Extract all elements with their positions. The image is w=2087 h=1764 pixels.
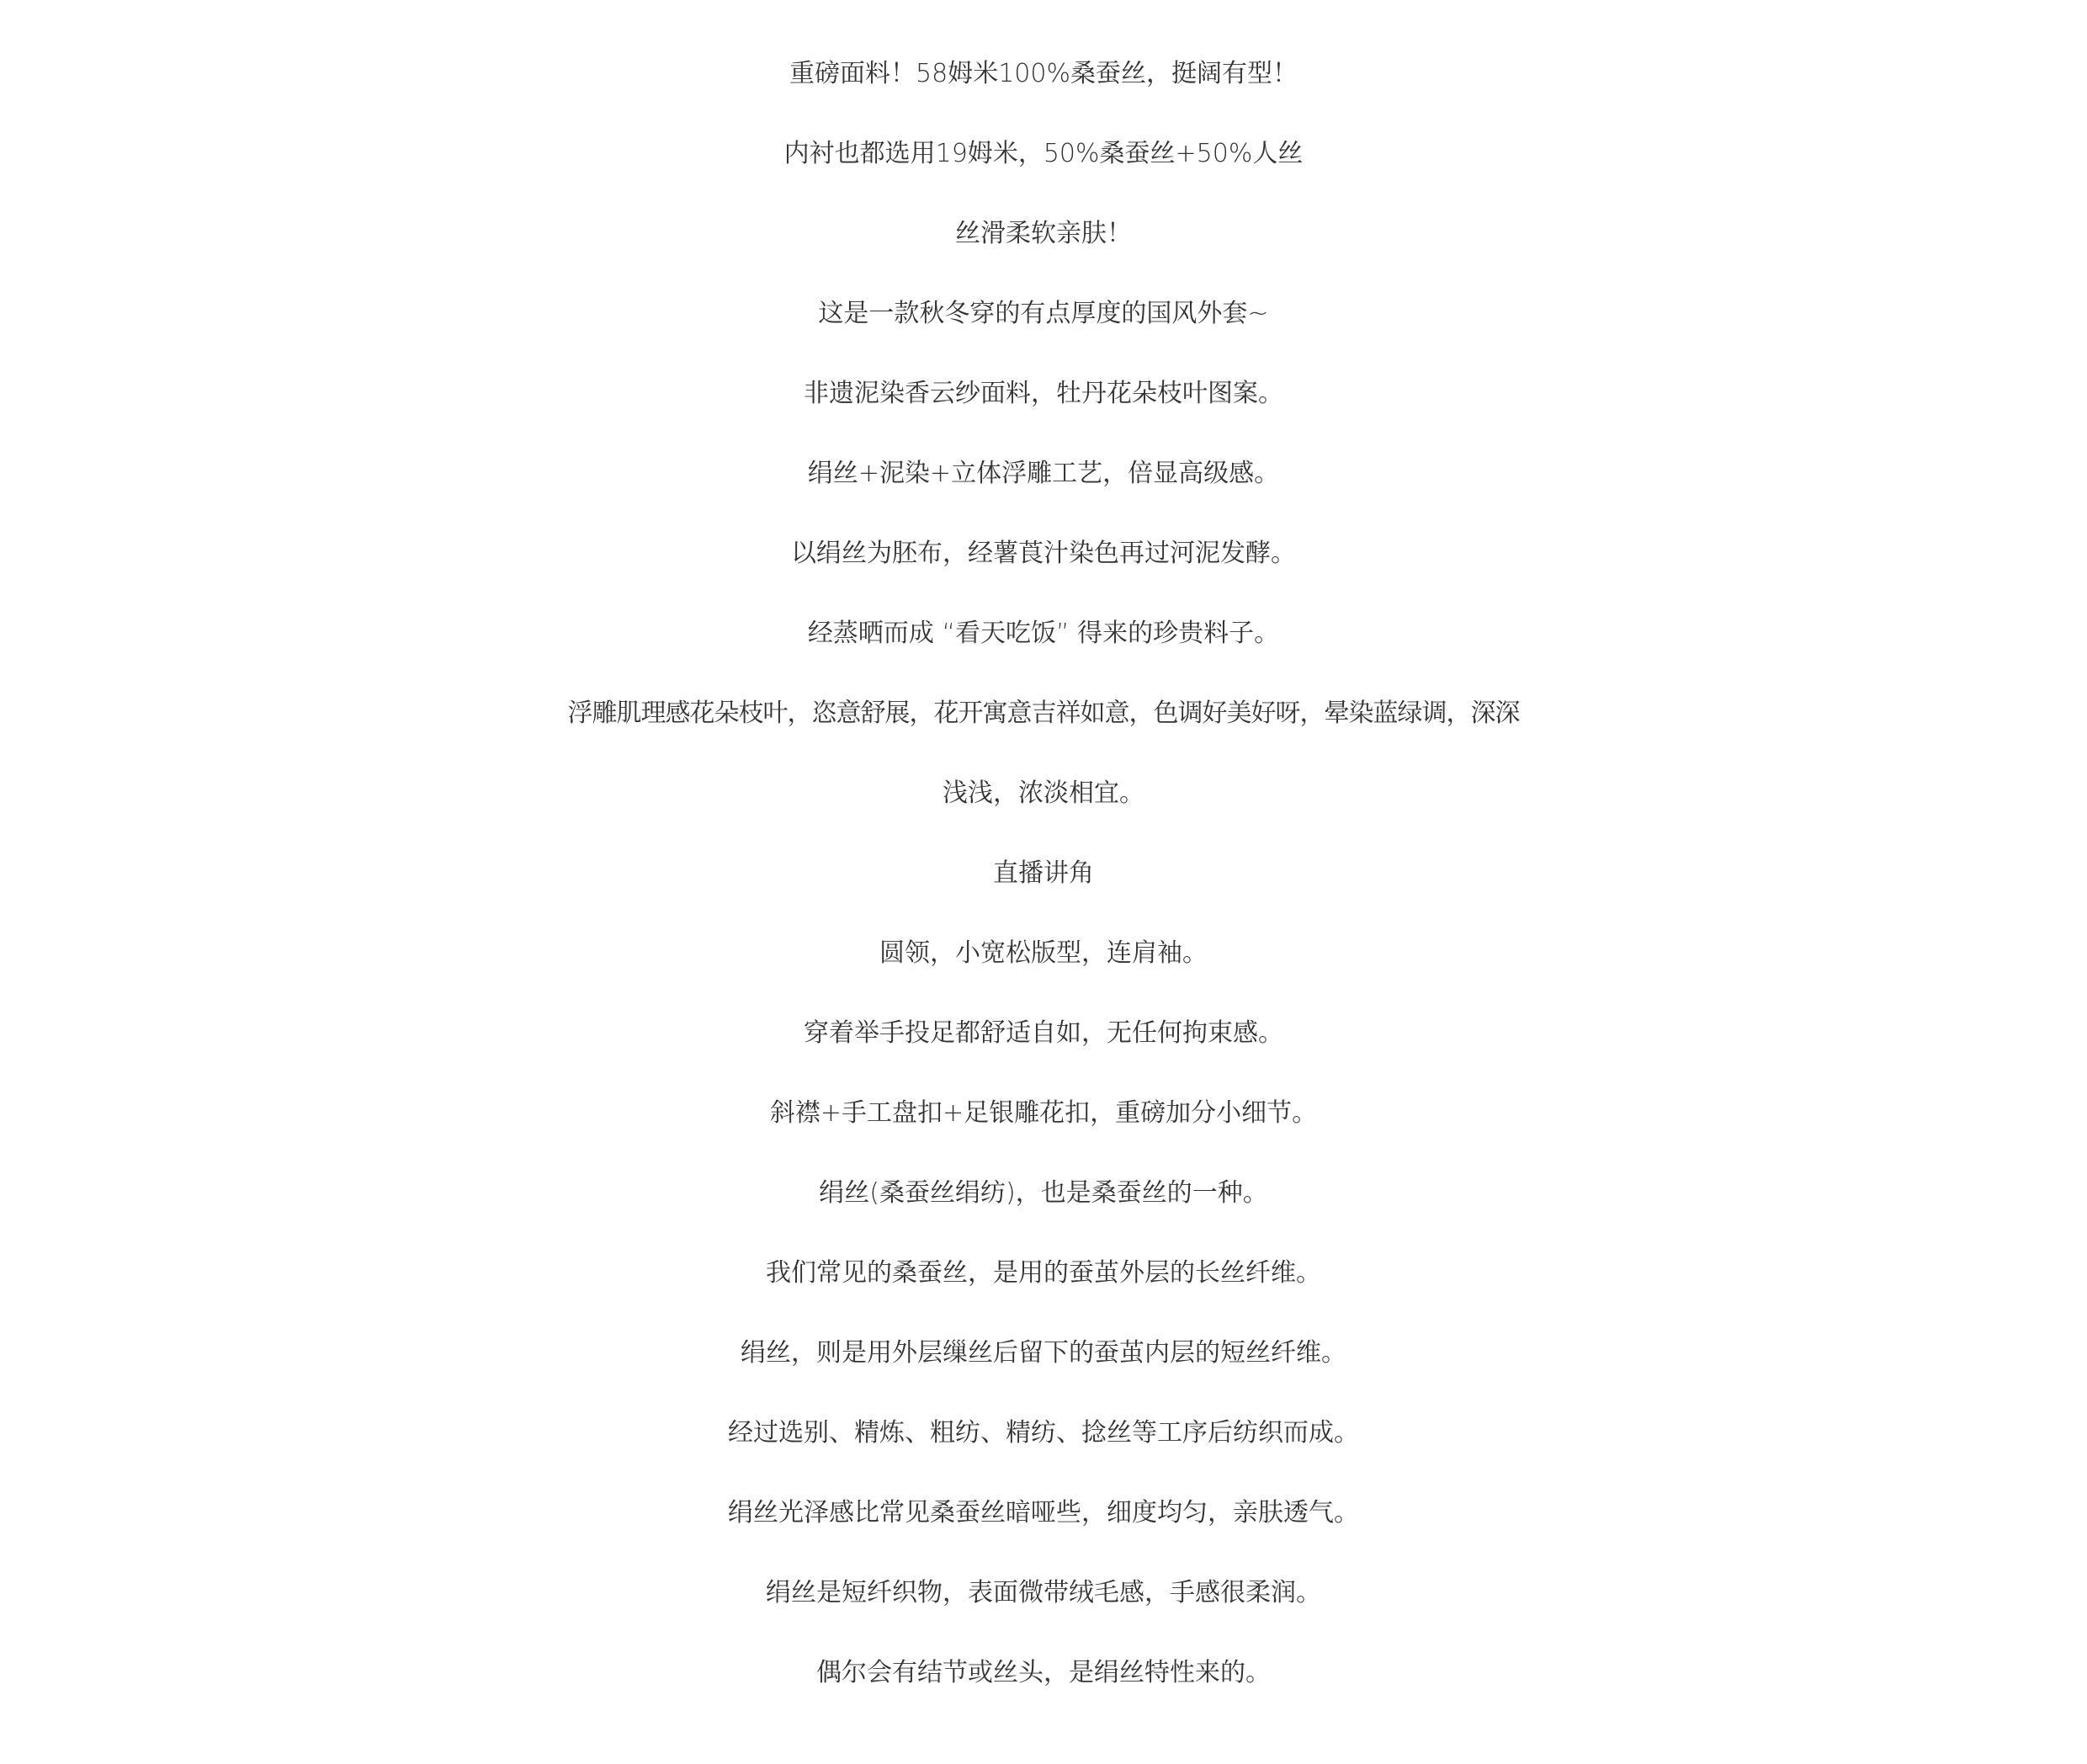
text-line: 偶尔会有结节或丝头，是绢丝特性来的。 (816, 1658, 1271, 1687)
text-line: 经蒸晒而成 “看天吃饭” 得来的珍贵料子。 (807, 619, 1280, 648)
text-line: 绢丝是短纤织物，表面微带绒毛感，手感很柔润。 (766, 1578, 1321, 1607)
text-line: 经过选别、精炼、粗纺、精纺、捻丝等工序后纺织而成。 (728, 1418, 1359, 1448)
text-line: 绢丝，则是用外层缫丝后留下的蚕茧内层的短丝纤维。 (741, 1338, 1346, 1368)
product-description (0, 34, 2087, 1713)
text-line: 我们常见的桑蚕丝，是用的蚕茧外层的长丝纤维。 (766, 1258, 1321, 1288)
text-line: 绢丝光泽感比常见桑蚕丝暗哑些，细度均匀，亲肤透气。 (728, 1498, 1359, 1528)
text-line: 以绢丝为胚布，经薯莨汁染色再过河泥发酵。 (791, 539, 1296, 568)
text-line: 穿着举手投足都舒适自如，无任何拘束感。 (804, 1018, 1283, 1048)
text-line: 绢丝(桑蚕丝绢纺)，也是桑蚕丝的一种。 (819, 1178, 1268, 1208)
text-line: 圆领，小宽松版型，连肩袖。 (879, 938, 1208, 968)
text-line: 丝滑柔软亲肤！ (955, 219, 1132, 248)
text-line: 浅浅，浓淡相宜。 (943, 778, 1144, 808)
text-line: 非遗泥染香云纱面料，牡丹花朵枝叶图案。 (804, 379, 1283, 408)
text-line: 绢丝+泥染+立体浮雕工艺，倍显高级感。 (807, 459, 1280, 488)
text-line: 内衬也都选用19姆米，50%桑蚕丝+50%人丝 (783, 139, 1304, 168)
text-line: 这是一款秋冬穿的有点厚度的国风外套~ (818, 299, 1269, 328)
text-line: 重磅面料！58姆米100%桑蚕丝，挺阔有型！ (789, 59, 1298, 88)
text-line: 斜襟+手工盘扣+足银雕花扣，重磅加分小细节。 (769, 1098, 1318, 1128)
text-line: 浮雕肌理感花朵枝叶，恣意舒展，花开寓意吉祥如意，色调好美好呀，晕染蓝绿调，深深 (567, 699, 1520, 728)
section-heading: 直播讲角 (993, 858, 1094, 888)
